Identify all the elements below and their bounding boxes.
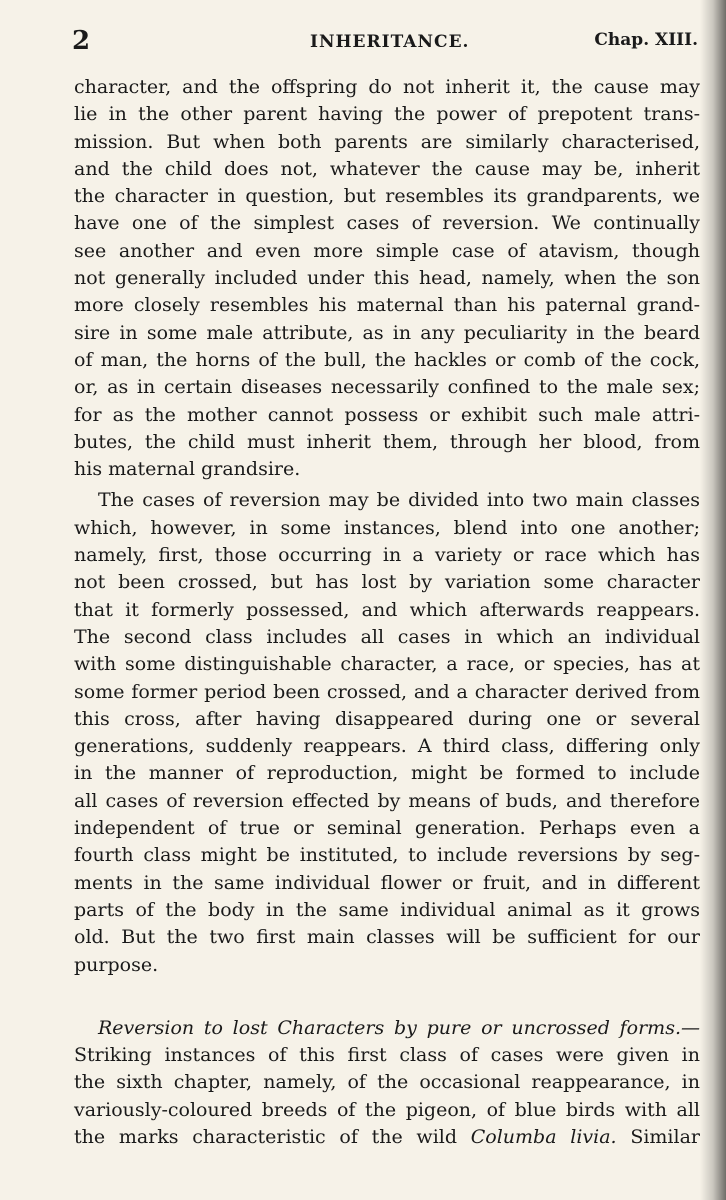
text-line: have one of the simplest cases of reversion. We continually	[74, 212, 700, 235]
text-fragment: Similar	[616, 1125, 700, 1148]
text-line: not been crossed, but has lost by variation some character	[74, 571, 700, 594]
running-title: INHERITANCE.	[310, 32, 470, 52]
text-line-final	[74, 1124, 700, 1151]
text-line: see another and even more simple case of atavism, though	[74, 239, 700, 262]
text-line: namely, first, those occurring in a variety or race which has	[74, 544, 700, 567]
text-line: purpose.	[74, 953, 159, 976]
page-header	[72, 26, 698, 58]
text-line: this cross, after having disappeared during one or several	[74, 707, 700, 730]
text-line: butes, the child must inherit them, through her blood, from	[74, 430, 700, 453]
text-line: fourth class might be instituted, to include reversions by seg-	[74, 844, 700, 867]
text-fragment: the marks characteristic of the wild	[74, 1125, 471, 1148]
text-line: not generally included under this head, namely, when the son	[74, 267, 700, 290]
text-line: generations, suddenly reappears. A third class, differing only	[74, 735, 700, 758]
chapter-label: Chap. XIII.	[594, 30, 698, 50]
text-line: of man, the horns of the bull, the hackles or comb of the cock,	[74, 348, 700, 371]
text-line: that it formerly possessed, and which afterwards reappears.	[74, 598, 700, 621]
text-line: sire in some male attribute, as in any peculiarity in the beard	[74, 321, 700, 344]
text-line: independent of true or seminal generation. Perhaps even a	[74, 817, 700, 840]
text-line: and the child does not, whatever the cause may be, inherit	[74, 157, 700, 180]
page-binding-shadow	[700, 0, 726, 1200]
text-line: variously-coloured breeds of the pigeon, of blue birds with all	[74, 1098, 700, 1121]
text-line: Striking instances of this first class of cases were given in	[74, 1044, 700, 1067]
text-line: in the manner of reproduction, might be formed to include	[74, 762, 700, 785]
text-line: The second class includes all cases in which an individual	[74, 625, 700, 648]
text-line: lie in the other parent having the power of prepotent trans-	[74, 103, 700, 126]
text-line: more closely resembles his maternal than his paternal grand-	[74, 294, 700, 317]
text-line: which, however, in some instances, blend into one another;	[74, 516, 700, 539]
text-line: or, as in certain diseases necessarily confined to the male sex;	[74, 376, 700, 399]
text-line: with some distinguishable character, a race, or species, has at	[74, 653, 700, 676]
text-line: all cases of reversion effected by means of buds, and therefore	[74, 789, 700, 812]
section-heading	[74, 1015, 700, 1042]
text-line: parts of the body in the same individual animal as it grows	[74, 898, 700, 921]
paragraph-1	[74, 74, 700, 483]
text-line: the sixth chapter, namely, of the occasional reappearance, in	[74, 1071, 700, 1094]
text-line: The cases of reversion may be divided into two main classes	[98, 489, 700, 512]
section-gap	[74, 979, 700, 1015]
paragraph-2	[74, 487, 700, 978]
text-line: his maternal grandsire.	[74, 458, 301, 481]
section-heading-text: Reversion to lost Characters by pure or uncrossed forms.—	[98, 1016, 700, 1039]
page-number: 2	[72, 26, 91, 56]
body-text	[74, 74, 700, 1151]
section-reversion	[74, 1015, 700, 1151]
text-line: mission. But when both parents are similarly characterised,	[74, 130, 700, 153]
text-line: ments in the same individual flower or fruit, and in different	[74, 871, 700, 894]
text-line: for as the mother cannot possess or exhibit such male attri-	[74, 403, 700, 426]
text-line: character, and the offspring do not inherit it, the cause may	[74, 76, 700, 98]
species-name: Columba livia.	[470, 1125, 617, 1148]
text-line: the character in question, but resembles its grandparents, we	[74, 185, 700, 208]
text-line: some former period been crossed, and a character derived from	[74, 680, 700, 703]
text-line: old. But the two first main classes will be sufficient for our	[74, 926, 700, 949]
